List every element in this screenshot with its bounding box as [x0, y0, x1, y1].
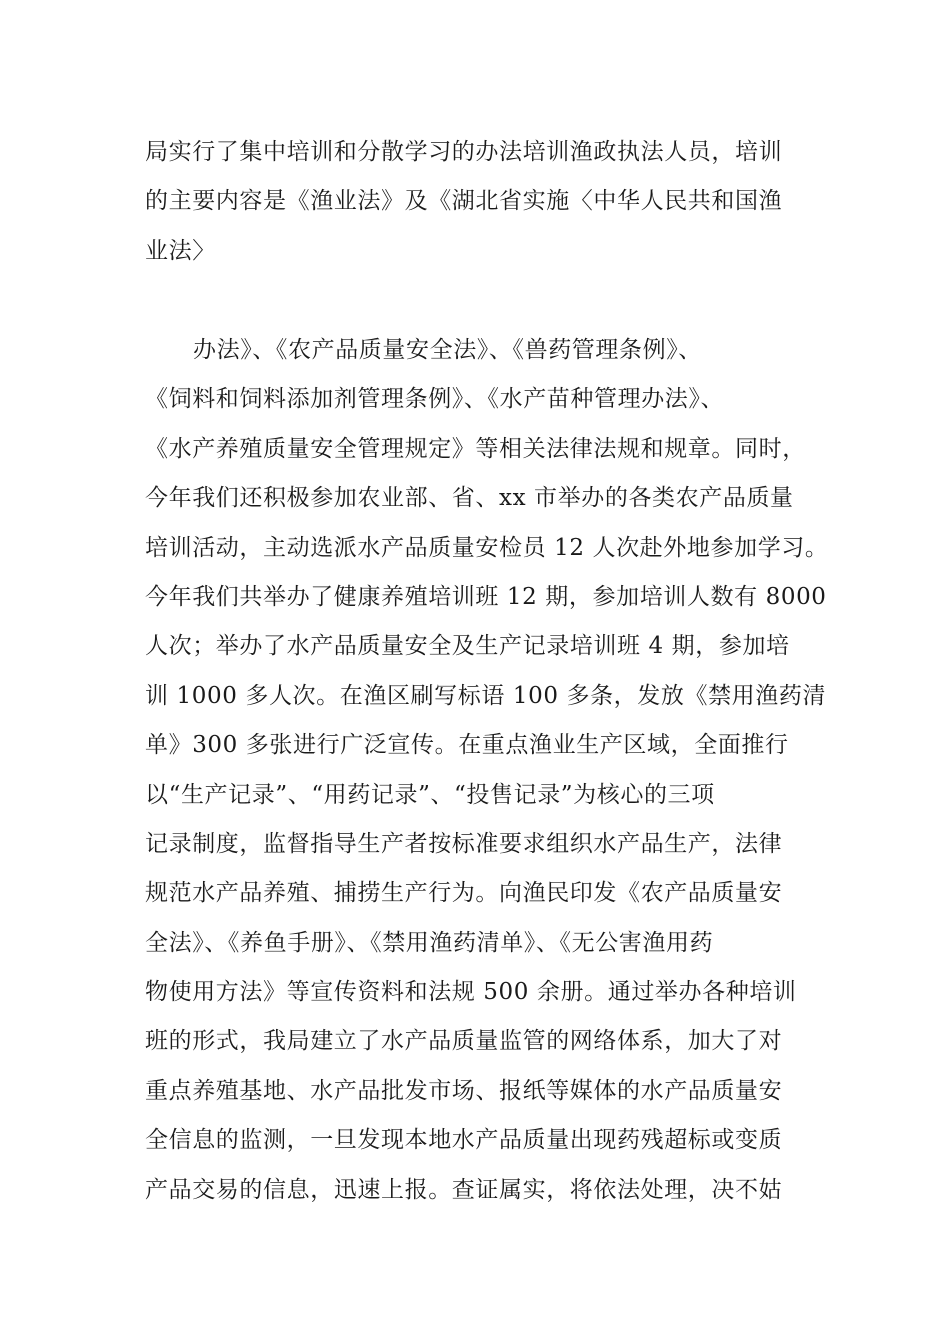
text-line: 人次；举办了水产品质量安全及生产记录培训班 4 期，参加培	[145, 633, 790, 660]
text-line: 全法》、《养鱼手册》、《禁用渔药清单》、《无公害渔用药	[145, 929, 714, 956]
text-line: 班的形式，我局建立了水产品质量监管的网络体系，加大了对	[145, 1028, 783, 1055]
text-line: 《饲料和饲料添加剂管理条例》、《水产苗种管理办法》、	[145, 386, 725, 413]
text-line: 以“生产记录”、“用药记录”、“投售记录”为核心的三项	[145, 781, 715, 808]
text-line: 培训活动，主动选派水产品质量安检员 12 人次赴外地参加学习。	[145, 534, 829, 561]
text-line: 业法〉	[145, 237, 216, 264]
paragraph-1	[145, 128, 825, 276]
text-line: 训 1000 多人次。在渔区刷写标语 100 多条，发放《禁用渔药清	[145, 682, 827, 709]
text-line: 记录制度，监督指导生产者按标准要求组织水产品生产，法律	[145, 830, 783, 857]
paragraph-2	[145, 326, 829, 1215]
text-line: 《水产养殖质量安全管理规定》等相关法律法规和规章。同时，	[145, 435, 806, 462]
text-line: 产品交易的信息，迅速上报。查证属实，将依法处理，决不姑	[145, 1176, 783, 1203]
text-line: 的主要内容是《渔业法》及《湖北省实施〈中华人民共和国渔	[145, 188, 783, 215]
text-line: 规范水产品养殖、捕捞生产行为。向渔民印发《农产品质量安	[145, 880, 783, 907]
text-line: 重点养殖基地、水产品批发市场、报纸等媒体的水产品质量安	[145, 1077, 783, 1104]
text-line: 今年我们共举办了健康养殖培训班 12 期，参加培训人数有 8000	[145, 583, 827, 610]
text-line: 办法》、《农产品质量安全法》、《兽药管理条例》、	[193, 337, 702, 363]
text-line: 单》300 多张进行广泛宣传。在重点渔业生产区域，全面推行	[145, 732, 789, 759]
text-line: 局实行了集中培训和分散学习的办法培训渔政执法人员，培训	[145, 139, 783, 165]
text-line: 今年我们还积极参加农业部、省、xx 市举办的各类农产品质量	[145, 485, 794, 512]
text-line: 物使用方法》等宣传资料和法规 500 余册。通过举办各种培训	[145, 979, 797, 1006]
text-line: 全信息的监测，一旦发现本地水产品质量出现药残超标或变质	[145, 1127, 783, 1154]
